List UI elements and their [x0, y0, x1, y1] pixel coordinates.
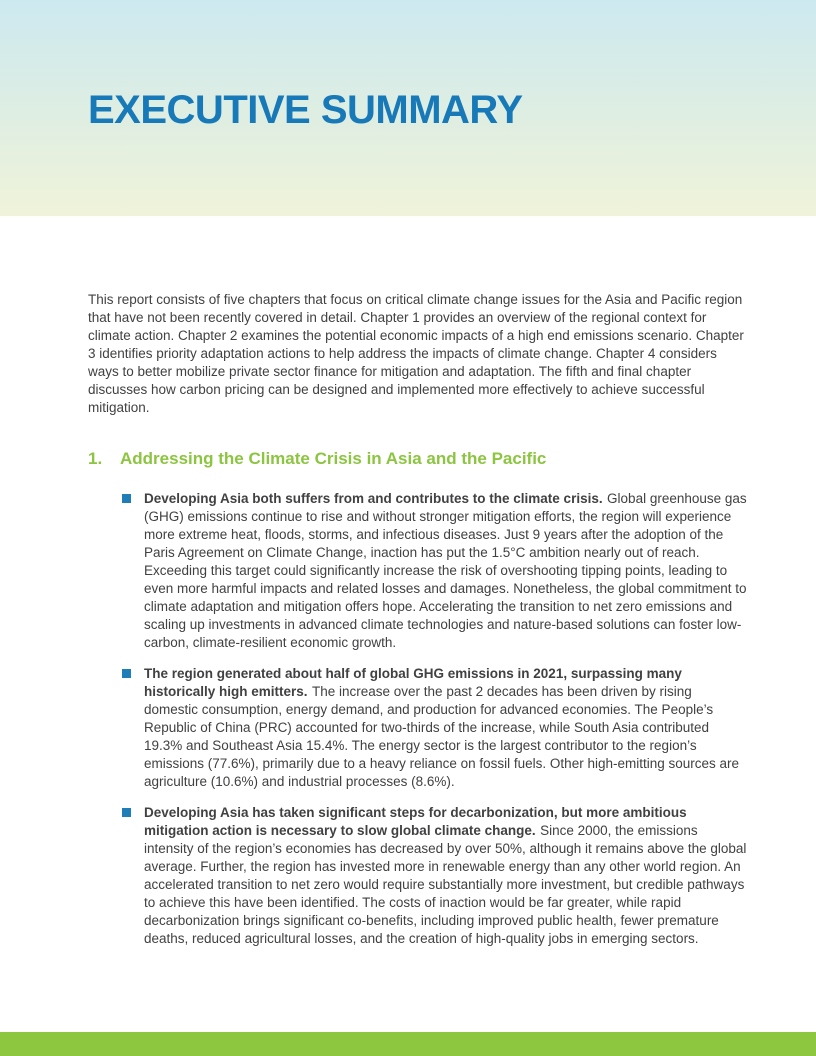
square-bullet-icon — [122, 669, 131, 678]
square-bullet-icon — [122, 808, 131, 817]
bullet-item — [88, 804, 748, 948]
section-number: 1. — [88, 449, 103, 468]
bullet-item — [88, 665, 748, 791]
bullet-body-text: The increase over the past 2 decades has been driven by rising domestic consumption, energy demand, and production for advanced economies. The People’s Republic of China (PRC) accounted for two-thirds of the increase, while South Asia contributed 19.3% and Southeast Asia 15.4%. The energy sector is the largest contributor to the region’s emissions (77.6%), primarily due to a heavy reliance on fossil fuels. Other high-emitting sources are agriculture (10.6%) and industrial processes (8.6%). — [144, 684, 740, 789]
header-gradient-band — [0, 0, 816, 216]
bullet-item — [88, 490, 748, 652]
intro-paragraph: This report consists of five chapters that focus on critical climate change issues for the Asia and Pacific region that have not been recently covered in detail. Chapter 1 provides an overview of the regional context for climate action. Chapter 2 examines the potential economic impacts of a high end emissions scenario. Chapter 3 identifies priority adaptation actions to help address the impacts of climate change. Chapter 4 considers ways to better mobilize private sector finance for mitigation and adaptation. The fifth and final chapter discusses how carbon pricing can be designed and implemented more effectively to achieve successful mitigation. — [88, 292, 744, 415]
square-bullet-icon — [122, 494, 131, 503]
section-title: Addressing the Climate Crisis in Asia and the Pacific — [120, 449, 547, 468]
bullet-list — [88, 490, 748, 948]
footer-green-bar — [0, 1032, 816, 1056]
section-heading — [88, 448, 748, 470]
bullet-body-text: Since 2000, the emissions intensity of the region’s economies has decreased by over 50%, although it remains above the global average. Further, the region has invested more in renewable energy than any other world region. An accelerated transition to net zero would require substantially more investment, but credible pathways to achieve this have been identified. The costs of inaction would be far greater, while rapid decarbonization brings significant co-benefits, including improved public health, fewer premature deaths, reduced agricultural losses, and the creation of high-quality jobs in emerging sectors. — [144, 823, 747, 946]
page-content — [88, 216, 748, 961]
page-title: EXECUTIVE SUMMARY — [88, 88, 523, 132]
bullet-lead-text: Developing Asia both suffers from and contributes to the climate crisis. — [144, 491, 603, 506]
bullet-lead-text: Developing Asia has taken significant steps for decarbonization, but more ambitious mitigation action is necessary to slow global climate change. — [144, 805, 687, 838]
bullet-lead-text: The region generated about half of global GHG emissions in 2021, surpassing many historically high emitters. — [144, 666, 682, 699]
bullet-body-text: Global greenhouse gas (GHG) emissions continue to rise and without stronger mitigation efforts, the region will experience more extreme heat, floods, storms, and infectious diseases. Just 9 years after the adoption of the Paris Agreement on Climate Change, inaction has put the 1.5°C ambition nearly out of reach. Exceeding this target could significantly increase the risk of overshooting tipping points, leading to even more harmful impacts and related losses and damages. Nonetheless, the global commitment to climate adaptation and mitigation offers hope. Accelerating the transition to net zero emissions and scaling up investments in advanced climate technologies and nature-based solutions can foster low-carbon, climate-resilient economic growth. — [144, 491, 747, 650]
